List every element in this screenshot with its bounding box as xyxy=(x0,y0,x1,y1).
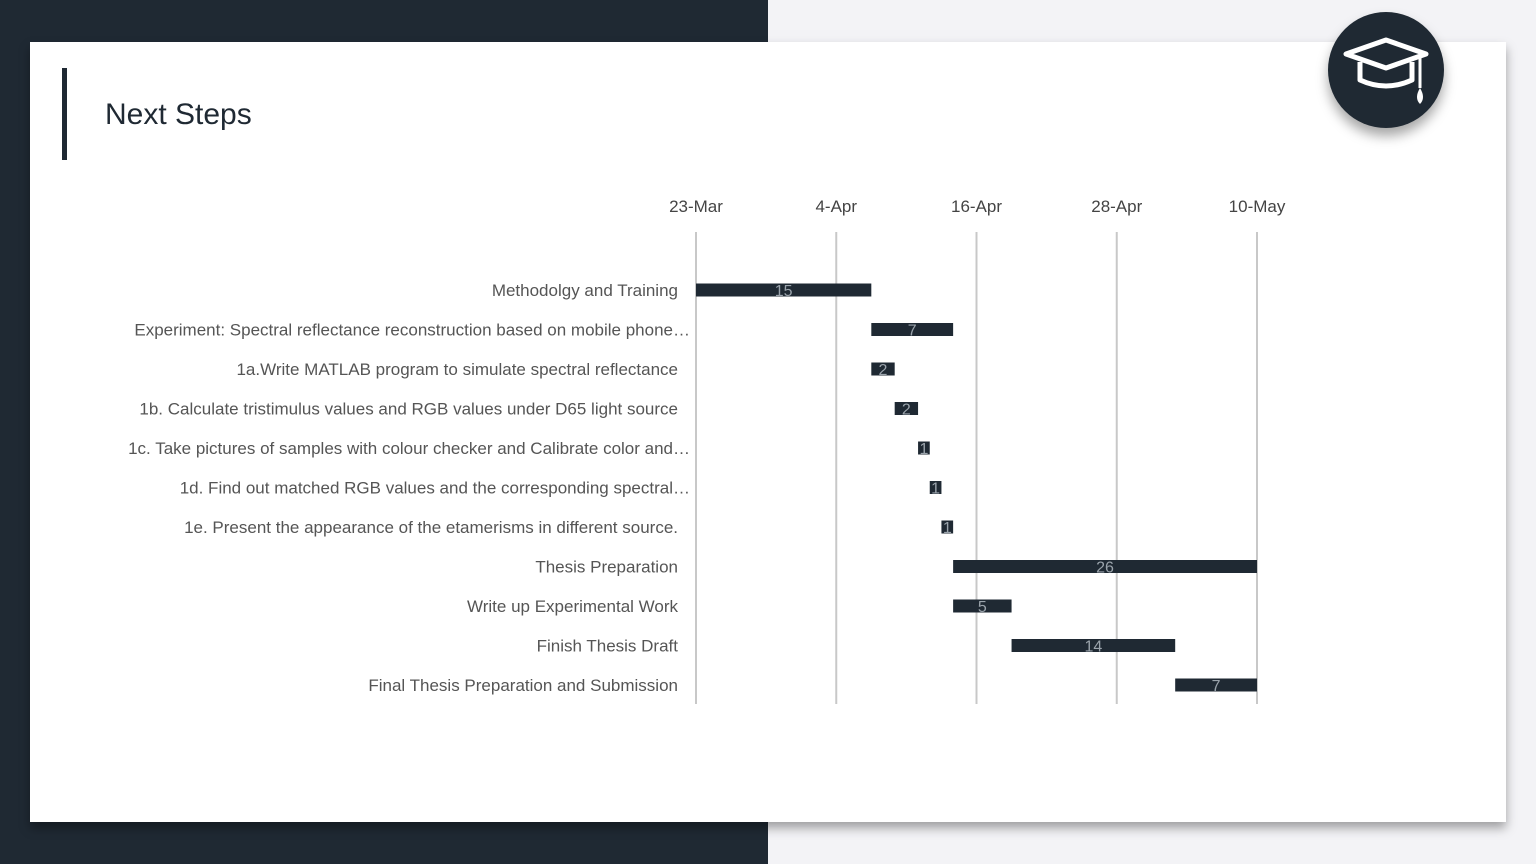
duration-label: 7 xyxy=(907,322,917,340)
task-label: Finish Thesis Draft xyxy=(536,636,678,656)
slide-title: Next Steps xyxy=(105,98,252,131)
x-tick-label: 4-Apr xyxy=(815,197,858,216)
x-tick-label: 10-May xyxy=(1228,197,1286,216)
duration-label: 2 xyxy=(901,401,911,419)
task-label: Final Thesis Preparation and Submission xyxy=(368,676,678,695)
x-tick-label: 16-Apr xyxy=(950,197,1003,216)
duration-label: 2 xyxy=(878,362,888,379)
duration-label: 1 xyxy=(942,520,952,537)
task-label: 1a.Write MATLAB program to simulate spectral reflectance xyxy=(236,360,678,379)
duration-label: 14 xyxy=(1084,638,1103,656)
duration-label: 26 xyxy=(1096,559,1114,577)
task-label: Thesis Preparation xyxy=(535,557,678,577)
task-label: 1b. Calculate tristimulus values and RGB values under D65 light source xyxy=(139,399,678,419)
task-label: Write up Experimental Work xyxy=(467,597,678,616)
duration-label: 1 xyxy=(931,480,941,498)
task-label: 1c. Take pictures of samples with colour checker and Calibrate color and… xyxy=(128,439,690,458)
duration-label: 7 xyxy=(1211,678,1221,695)
task-label: 1e. Present the appearance of the etamerisms in different source. xyxy=(184,518,678,537)
task-label: Methodolgy and Training xyxy=(491,281,678,300)
duration-label: 1 xyxy=(919,441,929,458)
duration-label: 15 xyxy=(774,283,793,300)
duration-label: 5 xyxy=(977,599,987,616)
task-label: Experiment: Spectral reflectance reconstruction based on mobile phone… xyxy=(134,320,690,340)
task-label: 1d. Find out matched RGB values and the corresponding spectral… xyxy=(179,478,690,498)
x-tick-label: 23-Mar xyxy=(669,197,723,216)
x-tick-label: 28-Apr xyxy=(1091,197,1143,216)
